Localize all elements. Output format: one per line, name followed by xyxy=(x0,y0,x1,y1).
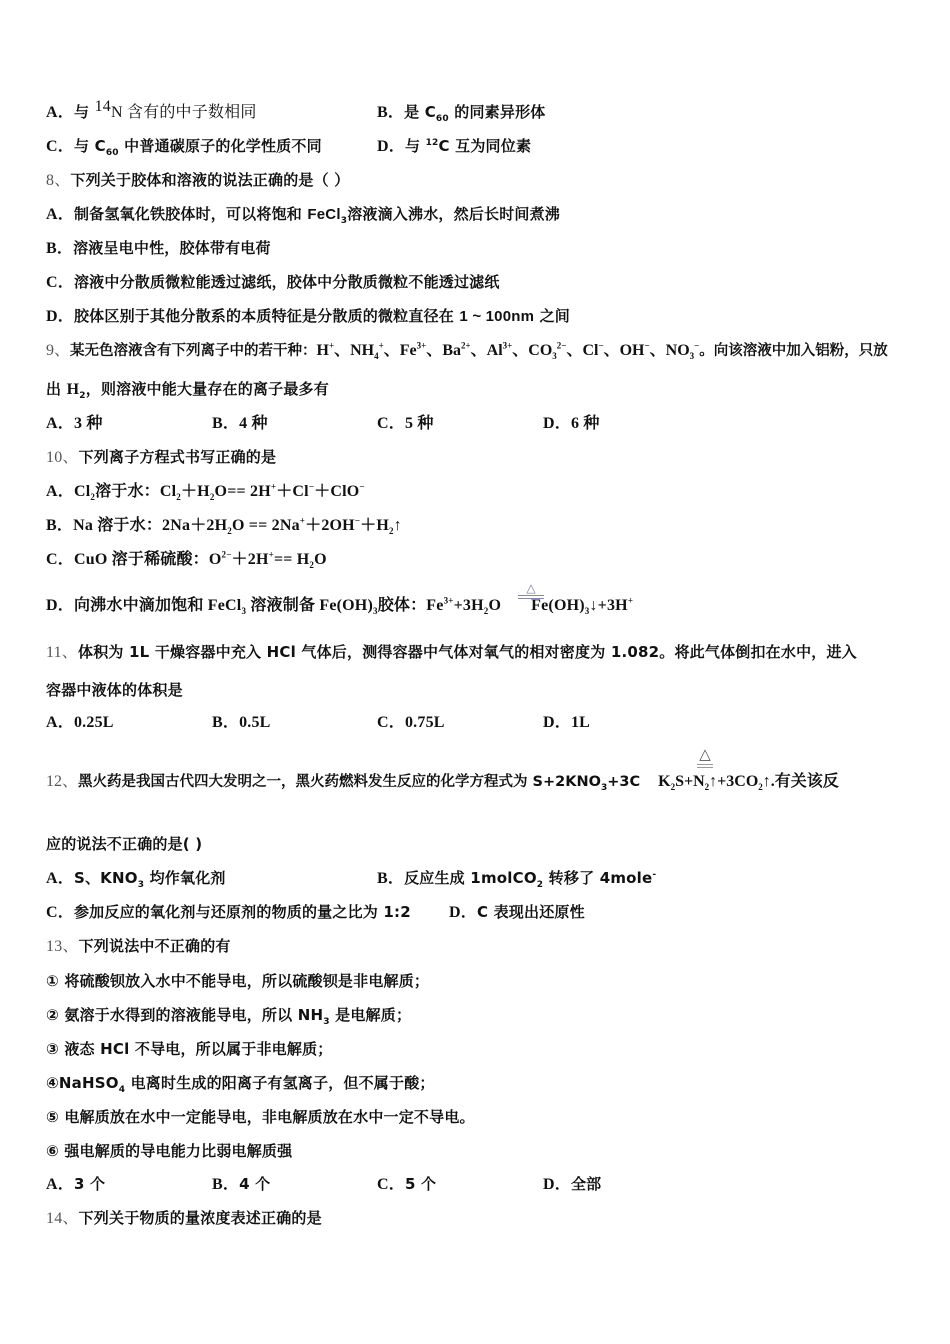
q9-stem-line1: 9、某无色溶液含有下列离子中的若干种：H+、$NH_4^+$、$Fe^{3+}$、$Ba^{2+}$、$Al^{3+}$、$CO_3^{2-}$、Cl−、OH−、$NO_3^-$。向该溶液中加入铝粉，只放 xyxy=(46,340,888,362)
q11-option-c: C．0.75L xyxy=(377,714,445,731)
heating-condition-icon-q12: △ xyxy=(697,748,713,769)
heating-condition-icon: △ xyxy=(518,582,544,600)
q13-option-c: C．5 个 xyxy=(377,1175,437,1193)
q9-option-d: D．6 种 xyxy=(543,415,600,432)
q12-option-a: A．S、$KNO_3$ 均作氧化剂 xyxy=(46,869,226,890)
q9-option-b: B．4 种 xyxy=(212,415,268,432)
q13-option-b: B．4 个 xyxy=(212,1175,271,1193)
q10-option-b: B．Na 溶于水：$2Na+2H_2O$ == $2Na^++2OH^-+H_2↑$ xyxy=(46,515,402,537)
q10-option-a: A．$Cl_2$溶于水：$Cl_2+H_2O== 2H^++Cl^-+ClO^-$ xyxy=(46,481,365,503)
q11-stem-line1: 11、体积为 1L 干燥容器中充入 HCl 气体后，测得容器中气体对氧气的相对密度为 1.082。将此气体倒扣在水中，进入 xyxy=(46,643,857,661)
q11-option-b: B．0.5L xyxy=(212,714,271,731)
q12-option-c: C．参加反应的氧化剂与还原剂的物质的量之比为 1:2 xyxy=(46,903,411,921)
q7-option-a: A．与 $^{14}$N 含有的中子数相同 xyxy=(46,98,257,121)
ion: OH xyxy=(619,342,645,359)
q11-stem-line2: 容器中液体的体积是 xyxy=(46,681,183,699)
q14-stem: 14、下列关于物质的量浓度表述正确的是 xyxy=(46,1209,322,1227)
q12-option-d: D．C 表现出还原性 xyxy=(449,903,585,921)
q7-option-b: B．是 $C_{60}$ 的同素异形体 xyxy=(377,103,546,124)
q8-option-d: D．胶体区别于其他分散系的本质特征是分散质的微粒直径在 1 ~ 100nm 之间 xyxy=(46,307,570,325)
q13-statement-3: ③ 液态 HCl 不导电，所以属于非电解质； xyxy=(46,1040,333,1058)
q13-statement-2: ② 氨溶于水得到的溶液能导电，所以 $NH_3$ 是电解质； xyxy=(46,1006,412,1027)
q9-option-c: C．5 种 xyxy=(377,415,434,432)
ion: Cl xyxy=(582,342,599,359)
q12-stem-line1: 12、黑火药是我国古代四大发明之一，黑火药燃料发生反应的化学方程式为 $S+2KNO_3+3C$ $K_2S+N_2↑+3CO_2↑$.有关该反 xyxy=(46,773,839,793)
q11-option-d: D．1L xyxy=(543,714,591,731)
q13-statement-5: ⑤ 电解质放在水中一定能导电，非电解质放在水中一定不导电。 xyxy=(46,1108,475,1126)
q12-stem-line2: 应的说法不正确的是( ) xyxy=(46,835,203,853)
q13-statement-1: ① 将硫酸钡放入水中不能导电，所以硫酸钡是非电解质； xyxy=(46,972,430,990)
q10-option-d: D．向沸水中滴加饱和 FeCl$_3$ 溶液制备 $Fe(OH)_3$胶体：$Fe^{3+}+3H_2O$ $Fe(OH)_3↓+3H^+$ xyxy=(46,595,634,617)
q8-option-b: B．溶液呈电中性，胶体带有电荷 xyxy=(46,239,271,257)
q8-stem: 8、下列关于胶体和溶液的说法正确的是（ ） xyxy=(46,171,350,189)
q13-stem: 13、下列说法中不正确的有 xyxy=(46,937,231,955)
ion: NO xyxy=(665,342,690,359)
q8-option-a: A．制备氢氧化铁胶体时，可以将饱和 FeCl$_3$溶液滴入沸水，然后长时间煮沸 xyxy=(46,205,560,226)
ion: NH xyxy=(350,342,375,359)
ion: Fe xyxy=(399,342,417,359)
q12-option-b: B．反应生成 1molCO$_2$ 转移了 4mole- xyxy=(377,869,657,890)
q7-option-c: C．与 $C_{60}$ 中普通碳原子的化学性质不同 xyxy=(46,137,322,158)
q10-stem: 10、下列离子方程式书写正确的是 xyxy=(46,448,277,466)
q9-stem-line2: 出 $H_2$，则溶液中能大量存在的离子最多有 xyxy=(46,380,329,401)
q13-statement-6: ⑥ 强电解质的导电能力比弱电解质强 xyxy=(46,1142,293,1160)
ion: CO xyxy=(528,342,553,359)
ion: Al xyxy=(486,342,503,359)
q7-option-d: D．与 $^{12}$C 互为同位素 xyxy=(377,137,532,155)
q11-option-a: A．0.25L xyxy=(46,714,114,731)
q10-option-c: C．CuO 溶于稀硫酸：$O^{2-}+2H^+== H_2O$ xyxy=(46,549,327,571)
q13-statement-4: ④NaHSO$_4$ 电离时生成的阳离子有氢离子，但不属于酸； xyxy=(46,1074,435,1095)
q13-option-d: D．全部 xyxy=(543,1175,602,1193)
q8-option-c: C．溶液中分散质微粒能透过滤纸，胶体中分散质微粒不能透过滤纸 xyxy=(46,273,500,291)
ion: H xyxy=(316,342,329,359)
q9-ion-list: H+、$NH_4^+$、$Fe^{3+}$、$Ba^{2+}$、$Al^{3+}$、$CO_3^{2-}$、Cl−、OH−、$NO_3^-$ xyxy=(316,340,700,362)
q13-option-a: A．3 个 xyxy=(46,1175,106,1193)
ion: Ba xyxy=(442,342,461,359)
q9-option-a: A．3 种 xyxy=(46,415,103,432)
